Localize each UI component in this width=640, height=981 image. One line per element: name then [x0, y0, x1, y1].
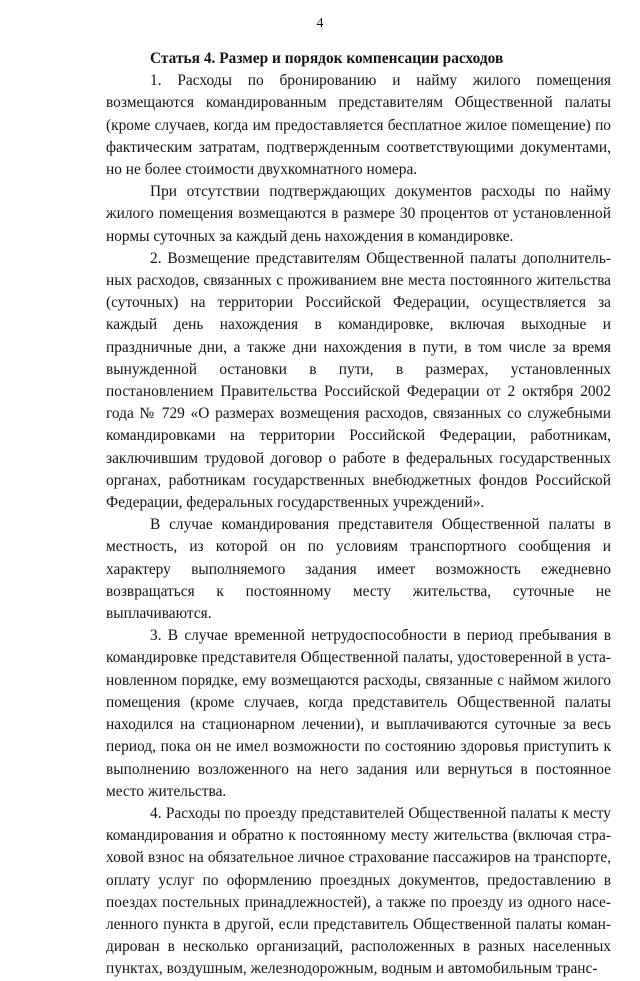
paragraph-4: В случае командирования представителя Общественной палаты в местность, из которой он по условиям транспортного сообщения и характеру выполняемого задания имеет возможность ежедневно возвращаться к постоянному месту жительства, суточные не выплачиваются.	[106, 516, 611, 623]
article-heading: Статья 4. Размер и порядок компенсации расходов	[150, 50, 504, 67]
article-body	[106, 48, 611, 981]
paragraph-2: При отсутствии подтверждающих документов расходы по найму жилого помещения возмещаются в размере 30 процентов от установленной нормы суточных за каждый день нахождения в командировке.	[106, 183, 611, 245]
paragraph-3: 2. Возмещение представителям Общественной палаты дополнительных расходов, связанных с проживанием вне места постоянного жительства (суточных) на территории Российской Федерации, осуществляется за каждый день нахождения в командировке, включая выходные и праздничные дни, а также дни нахождения в пути, в том числе за время вынужденной остановки в пути, в размерах, установленных постановлением Правительства Российской Федерации от 2 октября 2002 года № 729 «О размерах возмещения расходов, связанных со служебными командировками на территории Российской Федерации, работникам, заключившим трудовой договор о работе в федеральных государственных органах, работникам государственных внебюджетных фондов Российской Федерации, федеральных государственных учреждений».	[106, 249, 611, 512]
page-number: 4	[316, 16, 324, 31]
paragraph-6: 4. Расходы по проезду представителей Общественной палаты к месту командирования и обратно к постоянному месту жительства (включая страховой взнос на обязательное личное страхование пассажиров на транспорте, оплату услуг по оформлению проездных документов, предоставлению в поездах постельных принадлежностей), а также по проезду из одного населенного пункта в другой, если представитель Общественной палаты командирован в несколько организаций, расположенных в разных населенных пунктах, воздушным, железнодорожным, водным и автомобильным транс-	[106, 804, 611, 978]
paragraph-5: 3. В случае временной нетрудоспособности в период пребывания в командировке представителя Общественной палаты, удостоверенной в установленном порядке, ему возмещаются расходы, связанные с наймом жилого помещения (кроме случаев, когда представитель Общественной палаты находился на стационарном лечении), и выплачиваются суточные за весь период, пока он не имел возможности по состоянию здоровья приступить к выполнению возложенного на него задания или вернуться в постоянное место жительства.	[106, 627, 611, 800]
paragraph-1: 1. Расходы по бронированию и найму жилого помещения возмещаются командированным представителям Общественной палаты (кроме случаев, когда им предоставляется бесплатное жилое помещение) по фактическим затратам, подтвержденным соответствующими документами, но не более стоимости двухкомнатного номера.	[106, 72, 611, 179]
